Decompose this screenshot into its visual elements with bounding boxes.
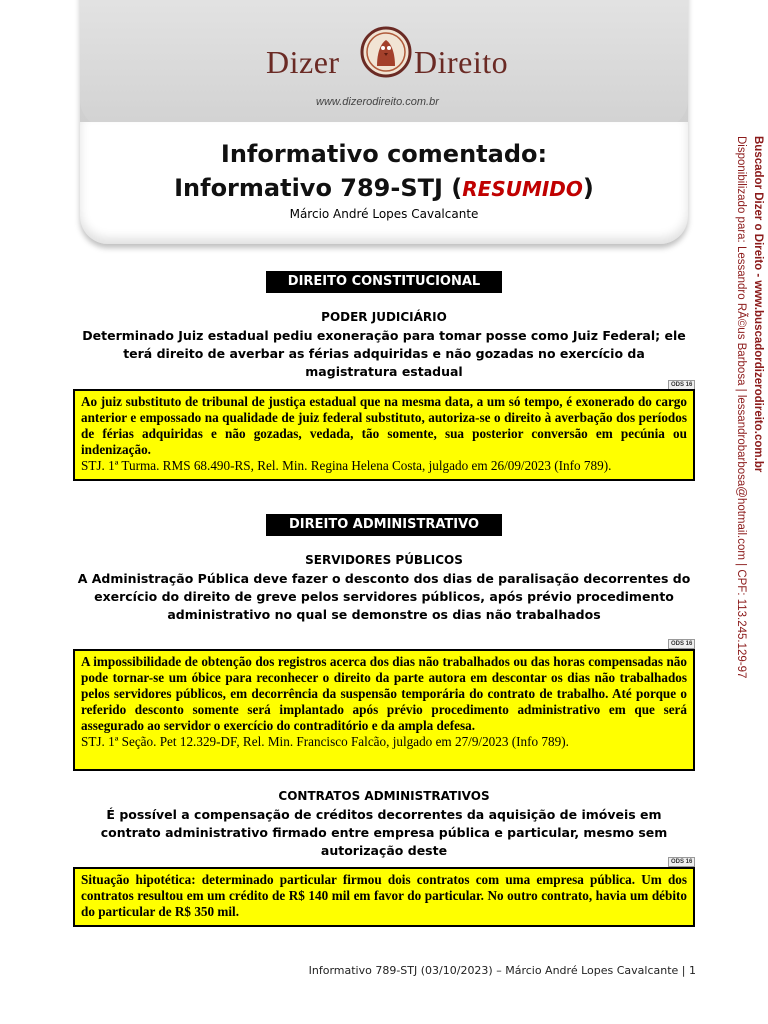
ods-badge: ODS 16 [668, 639, 695, 649]
section-banner-administrativo: DIREITO ADMINISTRATIVO [266, 514, 502, 536]
ods-badge: ODS 16 [668, 380, 695, 390]
page-title: Informativo comentado: [220, 140, 548, 168]
page-subtitle: Informativo 789-STJ (RESUMIDO) [174, 174, 594, 202]
logo-text-right: Direito [414, 44, 509, 80]
topic-title: CONTRATOS ADMINISTRATIVOS [278, 789, 490, 803]
owl-seal-icon [360, 26, 412, 78]
topic-summary: É possível a compensação de créditos decorrentes da aquisição de imóveis em contrato administrativo firmado entre empresa pública e particular, mesmo sem autorização deste [100, 807, 668, 858]
box-citation: STJ. 1ª Turma. RMS 68.490-RS, Rel. Min. Regina Helena Costa, julgado em 26/09/2023 (Info 789). [81, 458, 612, 473]
topic-title: PODER JUDICIÁRIO [321, 310, 447, 324]
topic-title: SERVIDORES PÚBLICOS [305, 553, 463, 567]
side-watermark [730, 136, 766, 716]
box-text: Situação hipotética: determinado particular firmou dois contratos com uma empresa pública. Um dos contratos resultou em um crédito de R$ 140 mil em favor do particular. No outro contrato, havia um débito do particular de R$ 350 mil. [81, 872, 687, 919]
ods-badge: ODS 16 [668, 857, 695, 867]
section-banner-constitucional: DIREITO CONSTITUCIONAL [266, 271, 502, 293]
brand-logo [262, 24, 518, 94]
box-text: A impossibilidade de obtenção dos registros acerca dos dias não trabalhados ou das horas compensadas não pode tornar-se um óbice para reconhecer o direito da parte autora em descontar os dias não trabalhados pelos servidores públicos, em decorrência da suspensão temporária do contrato de trabalho. Até porque o referido desconto somente será implantado após prévio procedimento administrativo em que será assegurado ao servidor o exercício do contraditório e da ampla defesa. [81, 654, 687, 733]
highlight-box [73, 649, 695, 771]
logo-text-left: Dizer [266, 44, 340, 80]
topic-summary: A Administração Pública deve fazer o desconto dos dias de paralisação decorrentes do exercício do direito de greve pelos servidores públicos, após prévio procedimento administrativo no qual se demonstre os dias não trabalhados [77, 571, 691, 622]
highlight-box [73, 389, 695, 481]
watermark-line-1: Buscador Dizer o Direito - www.buscadordizerodireito.com.br [752, 136, 764, 473]
author-name: Márcio André Lopes Cavalcante [289, 207, 479, 221]
topic-summary: Determinado Juiz estadual pediu exoneração para tomar posse como Juiz Federal; ele terá direito de averbar as férias adquiridas e não gozadas no exercício da magistratura estadual [82, 328, 686, 379]
page-footer: Informativo 789-STJ (03/10/2023) – Márcio André Lopes Cavalcante | 1 [308, 964, 696, 977]
highlight-box [73, 867, 695, 927]
box-text: Ao juiz substituto de tribunal de justiça estadual que na mesma data, a um só tempo, é exonerado do cargo anterior e empossado na qualidade de juiz federal substituto, autoriza-se o direito à averbação dos períodos de férias adquiridas e não gozadas, vedada, tão somente, sua posterior conversão em pecúnia ou indenização. [81, 394, 687, 457]
site-url: www.dizerodireito.com.br [316, 96, 439, 108]
watermark-line-2: Disponibilizado para: Lessandro RÃ©us Barbosa | lessandrobarbosa@hotmail.com | CPF: 113.245.129-97 [735, 136, 747, 679]
box-citation: STJ. 1ª Seção. Pet 12.329-DF, Rel. Min. Francisco Falcão, julgado em 27/9/2023 (Info 789). [81, 734, 569, 749]
resumido-label: RESUMIDO [462, 177, 583, 201]
